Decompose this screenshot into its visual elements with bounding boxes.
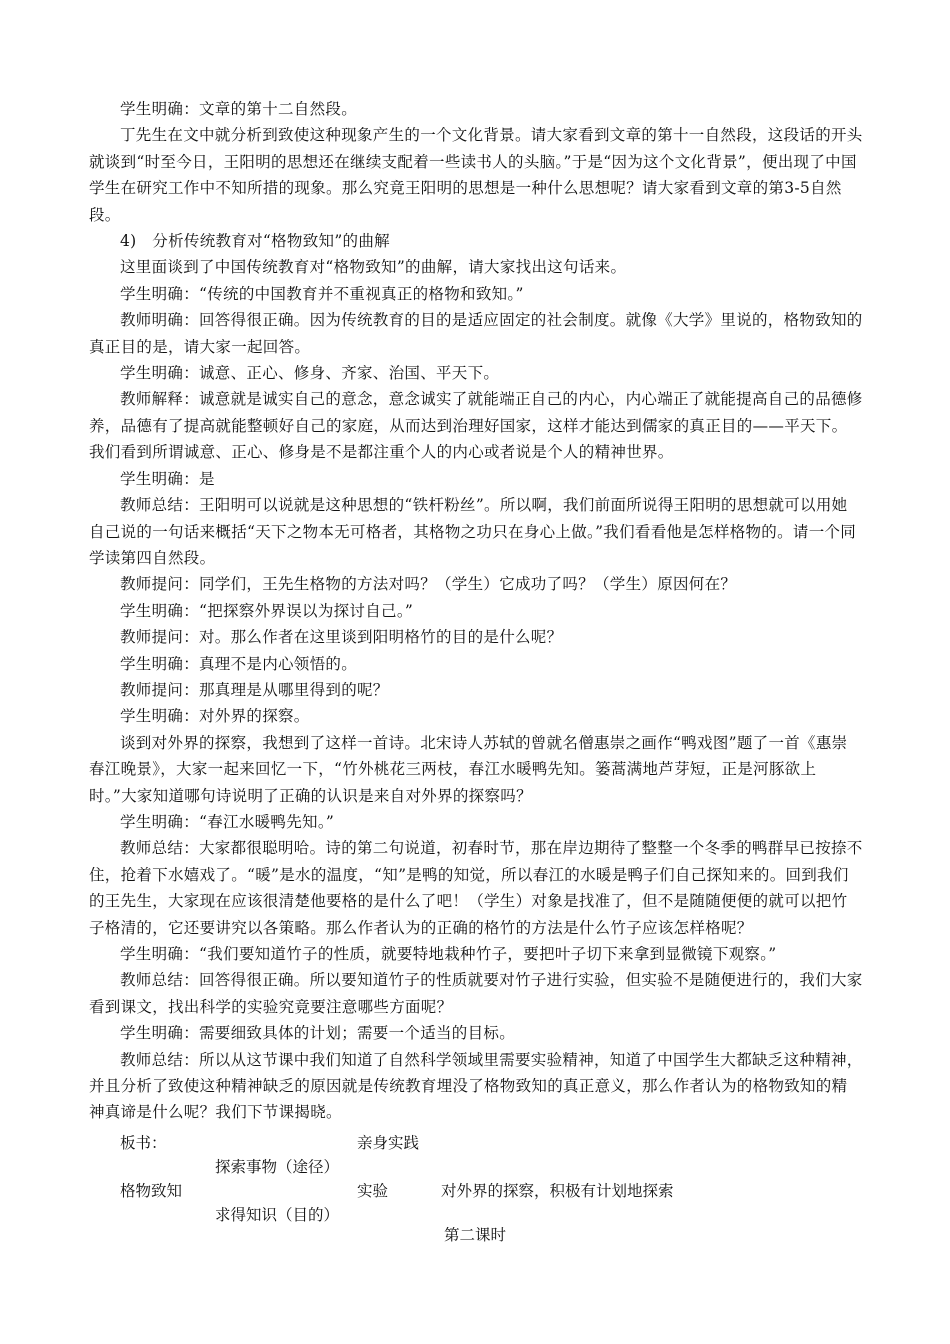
paragraph: 教师提问：那真理是从哪里得到的呢？ xyxy=(120,680,389,699)
board-practice: 亲身实践 xyxy=(357,1133,420,1152)
paragraph: 教师提问：对。那么作者在这里谈到阳明格竹的目的是什么呢？ xyxy=(120,628,563,647)
document-body xyxy=(89,96,863,1226)
board-experiment: 实验 xyxy=(357,1181,389,1200)
board-main-topic: 格物致知 xyxy=(120,1181,183,1200)
paragraph: 学生明确：是 xyxy=(120,469,215,488)
board-description: 对外界的探察，积极有计划地探索 xyxy=(441,1181,674,1200)
paragraph: 学生明确：诚意、正心、修身、齐家、治国、平天下。 xyxy=(120,364,500,383)
paragraph: 学生明确：文章的第十二自然段。 xyxy=(120,100,358,118)
paragraph: 谈到对外界的探察，我想到了这样一首诗。北宋诗人苏轼的曾就名僧惠崇之画作“鸭戏图”题了一首《惠崇春江晚景》，大家一起来回忆一下，“竹外桃花三两枝，春江水暖鸭先知。篓蒿满地芦芽短，正是河豚欲上时。”大家知道哪句诗说明了正确的认识是来自对外界的探察吗？ xyxy=(89,733,848,805)
paragraph: 教师总结：回答得很正确。所以要知道竹子的性质就要对竹子进行实验，但实验不是随便进行的，我们大家看到课文，找出科学的实验究竟要注意哪些方面呢？ xyxy=(89,971,863,1016)
board-label: 板书： xyxy=(120,1133,167,1152)
paragraph: 教师总结：所以从这节课中我们知道了自然科学领域里需要实验精神，知道了中国学生大都缺乏这种精神，并且分析了致使这种精神缺乏的原因就是传统教育埋没了格物致知的真正意义，那么作者认为的格物致知的精神真谛是什么呢？我们下节课揭晓。 xyxy=(89,1050,863,1122)
paragraph: 教师解释：诚意就是诚实自己的意念，意念诚实了就能端正自己的内心，内心端正了就能提高自己的品德修养，品德有了提高就能整顿好自己的家庭，从而达到治理好国家，这样才能达到儒家的真正目的——平天下。我们看到所谓诚意、正心、修身是不是都注重个人的内心或者说是个人的精神世界。 xyxy=(89,390,863,462)
paragraph: 学生明确：对外界的探察。 xyxy=(120,707,310,726)
paragraph: 丁先生在文中就分析到致使这种现象产生的一个文化背景。请大家看到文章的第十一自然段，这段话的开头就谈到“时至今日，王阳明的思想还在继续支配着一些读书人的头脑。”于是“因为这个文化背景”，便出现了中国学生在研究工作中不知所措的现象。那么究竟王阳明的思想是一种什么思想呢？请大家看到文章的第3-5自然段。 xyxy=(89,126,863,224)
blackboard-outline xyxy=(89,1130,863,1226)
paragraph: 这里面谈到了中国传统教育对“格物致知”的曲解，请大家找出这句话来。 xyxy=(120,258,627,277)
board-goal: 求得知识（目的） xyxy=(215,1205,340,1224)
paragraph: 学生明确：需要细致具体的计划；需要一个适当的目标。 xyxy=(120,1024,516,1043)
paragraph: 学生明确：“把探察外界误以为探讨自己。” xyxy=(120,601,414,620)
section-footer: 第二课时 xyxy=(443,1226,506,1244)
paragraph: 教师提问：同学们，王先生格物的方法对吗？（学生）它成功了吗？（学生）原因何在？ xyxy=(120,575,737,594)
paragraph: 教师明确：回答得很正确。因为传统教育的目的是适应固定的社会制度。就像《大学》里说的，格物致知的真正目的是，请大家一起回答。 xyxy=(89,311,863,356)
board-explore: 探索事物（途径） xyxy=(215,1157,340,1176)
paragraph: 教师总结：大家都很聪明哈。诗的第二句说道，初春时节，那在岸边期待了整整一个冬季的鸭群早已按捺不住，抢着下水嬉戏了。“暖”是水的温度，“知”是鸭的知觉，所以春江的水暖是鸭子们自己探知来的。回到我们的王先生，大家现在应该很清楚他要格的是什么了吧！（学生）对象是找准了，但不是随随便便的就可以把竹子格清的，它还要讲究以各策略。那么作者认为的正确的格竹的方法是什么竹子应该怎样格呢？ xyxy=(89,839,863,937)
paragraph: 学生明确：“我们要知道竹子的性质，就要特地栽种竹子，要把叶子切下来拿到显微镜下观察。” xyxy=(120,945,777,963)
paragraph: 学生明确：真理不是内心领悟的。 xyxy=(120,654,358,673)
paragraph: 学生明确：“传统的中国教育并不重视真正的格物和致知。” xyxy=(120,284,524,303)
paragraph: 学生明确：“春江水暖鸭先知。” xyxy=(120,812,335,831)
section-heading: 4) 分析传统教育对“格物致知”的曲解 xyxy=(120,232,390,251)
paragraph: 教师总结：王阳明可以说就是这种思想的“铁杆粉丝”。所以啊，我们前面所说得王阳明的思想就可以用她自己说的一句话来概括“天下之物本无可格者，其格物之功只在身心上做。”我们看看他是怎样格物的。请一个同学读第四自然段。 xyxy=(89,496,857,567)
